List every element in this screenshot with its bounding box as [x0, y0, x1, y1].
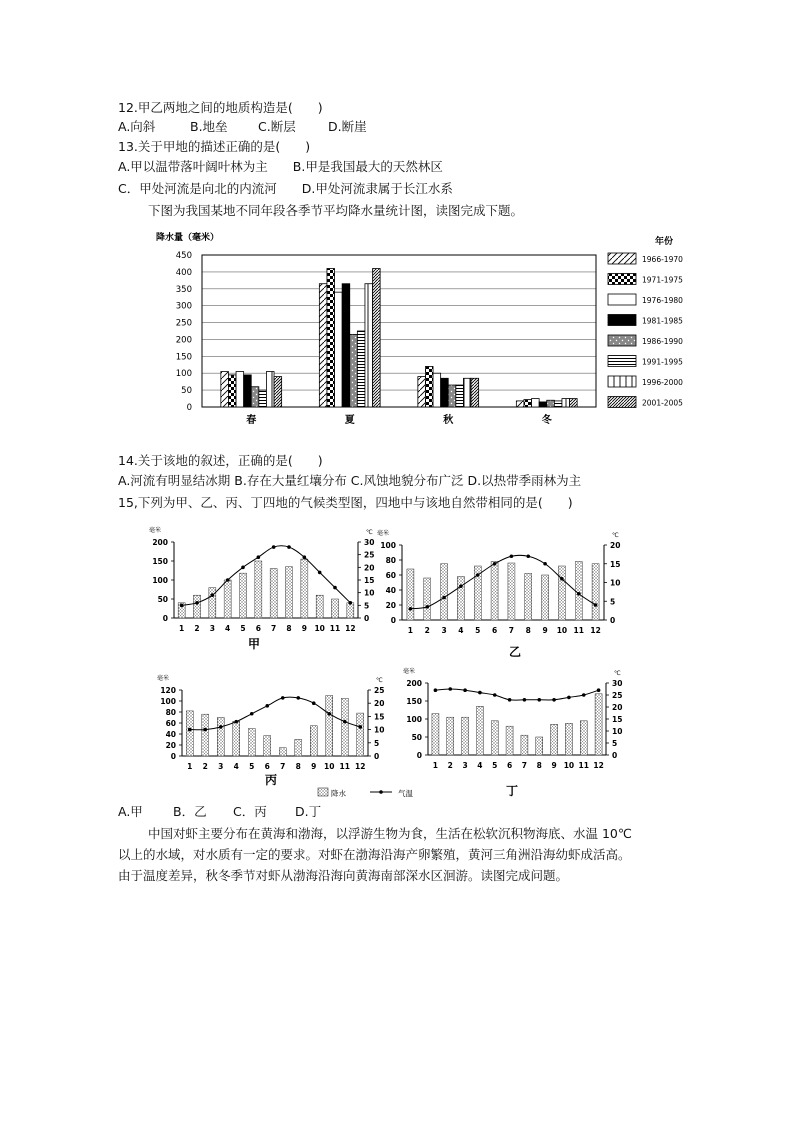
chart-label: 甲	[247, 637, 261, 651]
legend-label: 1971-1975	[642, 275, 683, 285]
left-tick-label: 80	[165, 708, 176, 717]
right-tick-label: 25	[364, 550, 375, 560]
q13-options-1: A.甲以温带落叶阔叶林为主 B.甲是我国最大的天然林区	[118, 159, 443, 174]
precip-bar	[491, 562, 498, 621]
q13-stem: 13.关于甲地的描述正确的是( )	[118, 139, 311, 154]
temp-point	[234, 720, 238, 724]
month-label: 2	[194, 624, 200, 633]
precip-bar	[592, 564, 599, 620]
q12-option-c: C.断层	[258, 119, 296, 134]
left-tick-label: 0	[416, 751, 422, 760]
right-tick-label: 25	[374, 686, 385, 695]
right-tick-label: 20	[610, 541, 621, 550]
temp-point	[312, 701, 316, 705]
x-tick-label: 冬	[541, 415, 552, 426]
precip-legend-label: 降水	[331, 789, 346, 798]
bar	[433, 373, 441, 407]
temp-point	[349, 601, 353, 605]
bar	[524, 400, 532, 407]
legend-swatch	[608, 274, 636, 285]
temp-point	[219, 725, 223, 729]
temp-point	[195, 601, 199, 605]
x-tick-label: 夏	[344, 415, 355, 426]
precip-bar	[580, 721, 587, 755]
temp-point	[577, 592, 581, 596]
precip-bar	[491, 721, 498, 755]
left-tick-label: 100	[152, 576, 168, 585]
month-label: 1	[179, 624, 185, 633]
month-label: 7	[508, 626, 515, 635]
q15-option-c: C．丙	[233, 804, 267, 819]
y-tick-label: 450	[175, 251, 192, 261]
left-tick-label: 50	[411, 733, 422, 742]
y-tick-label: 0	[186, 403, 192, 413]
month-label: 8	[525, 626, 531, 635]
right-tick-label: 0	[364, 614, 370, 623]
temp-point	[343, 720, 347, 724]
passage-line-2: 以上的水域，对水质有一定的要求。对虾在渤海沿海产卵繁殖，黄河三角洲沿海幼虾成活高。	[118, 847, 631, 862]
temp-point	[327, 712, 331, 716]
month-label: 7	[280, 762, 286, 771]
bar	[221, 372, 229, 407]
bar	[266, 372, 274, 407]
right-tick-label: 20	[374, 699, 385, 709]
legend-swatch	[608, 356, 636, 367]
temp-point	[241, 566, 245, 570]
q15-stem: 15,下列为甲、乙、丙、丁四地的气候类型图，四地中与该地自然带相同的是( )	[118, 495, 573, 510]
bar	[547, 400, 555, 407]
bar	[335, 292, 343, 407]
y-tick-label: 300	[175, 301, 192, 312]
bar	[425, 366, 433, 407]
month-label: 8	[295, 762, 301, 771]
bar	[532, 399, 540, 407]
left-tick-label: 100	[160, 697, 176, 706]
bar	[357, 331, 365, 407]
right-tick-label: 10	[610, 578, 621, 588]
precip-bar	[310, 726, 317, 756]
q12-options	[118, 118, 367, 136]
left-tick-label: 0	[162, 614, 168, 623]
precip-bar	[279, 748, 286, 756]
month-label: 10	[563, 761, 575, 770]
precip-bar	[341, 698, 348, 756]
precip-bar	[326, 696, 333, 757]
month-label: 4	[477, 761, 483, 770]
month-label: 3	[209, 624, 215, 633]
bar	[365, 284, 373, 407]
precip-bar	[233, 721, 240, 756]
chart-label: 乙	[508, 645, 522, 659]
temp-point	[188, 728, 192, 732]
q12-option-a: A.向斜	[118, 119, 156, 134]
month-label: 12	[355, 762, 366, 771]
left-tick-label: 200	[406, 679, 422, 688]
temp-point	[476, 573, 480, 577]
chart-label: 丙	[264, 773, 278, 787]
bar	[319, 284, 327, 407]
bar	[463, 378, 471, 407]
passage-line-3: 由于温度差异，秋冬季节对虾从渤海沿海向黄海南部深水区洄游。读图完成问题。	[118, 868, 569, 883]
right-unit: ℃	[366, 529, 373, 536]
month-label: 9	[301, 624, 307, 633]
temp-point	[463, 688, 467, 692]
month-label: 1	[407, 626, 414, 635]
precip-bar	[542, 575, 549, 620]
month-label: 6	[264, 762, 270, 771]
temp-point	[459, 584, 463, 588]
left-unit: 毫米	[377, 530, 390, 537]
month-label: 7	[521, 761, 528, 770]
left-tick-label: 150	[152, 557, 168, 566]
temp-point	[226, 578, 230, 582]
right-tick-label: 25	[612, 691, 623, 700]
right-tick-label: 30	[612, 679, 623, 688]
right-tick-label: 15	[364, 576, 375, 585]
month-label: 1	[432, 761, 439, 770]
precip-bar	[506, 726, 513, 755]
bar	[471, 378, 479, 407]
left-tick-label: 60	[165, 719, 176, 728]
month-label: 5	[492, 761, 498, 770]
precip-bar	[202, 714, 209, 756]
left-tick-label: 100	[406, 715, 422, 724]
right-tick-label: 0	[612, 751, 618, 760]
left-tick-label: 40	[385, 586, 396, 595]
month-label: 3	[441, 626, 447, 635]
q14-stem: 14.关于该地的叙述，正确的是( )	[118, 453, 323, 468]
precipitation-bar-chart	[150, 228, 690, 436]
precip-bar	[565, 723, 572, 755]
precip-bar	[476, 706, 483, 755]
temp-line	[190, 697, 361, 730]
left-tick-label: 0	[390, 616, 396, 625]
chart-label: 丁	[505, 784, 519, 798]
left-tick-label: 150	[406, 697, 422, 706]
q12-stem: 12.甲乙两地之间的地质构造是( )	[118, 100, 323, 115]
right-tick-label: 5	[612, 739, 618, 748]
temp-point	[537, 698, 541, 702]
month-label: 1	[187, 762, 193, 771]
right-tick-label: 10	[374, 725, 385, 735]
temp-point	[257, 555, 261, 559]
q15-option-b: B．乙	[173, 804, 207, 819]
left-tick-label: 50	[157, 595, 168, 604]
precip-bar	[441, 564, 448, 620]
passage-line-1: 中国对虾主要分布在黄海和渤海，以浮游生物为食，生活在松软沉积物海底、水温 10℃	[148, 826, 632, 841]
q13-options-2: C．甲处河流是向北的内流河 D.甲处河流隶属于长江水系	[118, 181, 453, 196]
right-tick-label: 5	[610, 597, 616, 607]
left-tick-label: 20	[165, 741, 176, 750]
legend-label: 1966-1970	[642, 255, 683, 264]
precip-bar	[264, 736, 271, 756]
month-label: 10	[314, 624, 325, 633]
month-label: 12	[590, 626, 601, 635]
right-tick-label: 5	[374, 738, 380, 748]
y-tick-label: 50	[181, 386, 192, 397]
right-tick-label: 15	[374, 712, 385, 722]
y-tick-label: 100	[175, 369, 192, 380]
bar	[418, 377, 426, 407]
month-label: 2	[447, 761, 453, 770]
month-label: 12	[593, 761, 604, 770]
legend-swatch	[608, 376, 636, 387]
right-tick-label: 20	[364, 563, 375, 573]
legend-swatch	[608, 294, 636, 305]
precip-bar	[575, 562, 582, 621]
precip-bar	[508, 563, 515, 620]
right-tick-label: 0	[374, 752, 380, 761]
temp-point	[510, 554, 514, 558]
month-label: 5	[475, 626, 481, 635]
precip-bar	[217, 718, 224, 757]
precip-bar	[186, 711, 193, 756]
plot-frame	[202, 255, 596, 407]
right-unit: ℃	[612, 532, 619, 539]
temp-point	[203, 728, 207, 732]
precip-bar	[595, 694, 602, 755]
temp-point	[523, 698, 527, 702]
y-tick-label: 400	[175, 267, 192, 278]
month-label: 6	[506, 761, 513, 770]
month-label: 6	[255, 624, 261, 633]
month-label: 3	[462, 761, 468, 770]
month-label: 6	[491, 626, 498, 635]
bar	[274, 377, 282, 407]
bar	[327, 269, 335, 407]
precip-bar	[424, 578, 431, 620]
precip-bar	[316, 595, 323, 618]
month-label: 11	[573, 626, 584, 635]
precip-bar	[194, 595, 201, 618]
temp-point	[552, 698, 556, 702]
bar	[236, 372, 244, 407]
temp-point	[448, 687, 452, 691]
right-tick-label: 15	[612, 715, 623, 724]
month-label: 7	[271, 624, 277, 633]
temp-point	[250, 712, 254, 716]
left-tick-label: 120	[160, 686, 176, 695]
y-tick-label: 350	[175, 284, 192, 295]
legend-swatch	[608, 397, 636, 408]
precip-bar	[558, 566, 565, 620]
q14-options: A.河流有明显结冰期 B.存在大量红壤分布 C.风蚀地貌分布广泛 D.以热带季雨林为主	[118, 473, 582, 488]
precip-bar	[255, 561, 262, 618]
temp-point	[478, 691, 482, 695]
temp-point	[303, 555, 307, 559]
legend-swatch	[608, 335, 636, 346]
legend-title: 年份	[655, 237, 674, 247]
month-label: 11	[329, 624, 341, 633]
precip-bar	[521, 735, 528, 755]
month-label: 2	[424, 626, 430, 635]
month-label: 5	[249, 762, 255, 771]
left-unit: 毫米	[149, 527, 162, 534]
temp-legend-label: 气温	[398, 789, 413, 798]
month-label: 5	[240, 624, 246, 633]
legend-label: 1976-1980	[642, 296, 683, 305]
bar	[342, 284, 350, 407]
month-label: 8	[286, 624, 292, 633]
month-label: 10	[324, 762, 335, 771]
climate-charts	[130, 520, 640, 802]
temp-point	[493, 562, 497, 566]
precip-bar	[286, 567, 293, 618]
precip-bar	[462, 717, 469, 755]
temp-point	[567, 696, 571, 700]
right-tick-label: 0	[610, 616, 616, 625]
precip-bar	[536, 737, 543, 755]
temp-legend-point	[379, 790, 383, 794]
y-axis-title: 降水量（毫米）	[156, 233, 220, 243]
precip-bar	[432, 714, 439, 755]
precip-bar	[407, 569, 414, 620]
left-tick-label: 40	[165, 730, 176, 739]
bar	[244, 375, 252, 407]
bar	[562, 399, 570, 407]
temp-point	[597, 688, 601, 692]
month-label: 3	[218, 762, 224, 771]
temp-point	[318, 571, 322, 575]
month-label: 11	[339, 762, 350, 771]
month-label: 4	[233, 762, 239, 771]
temp-point	[409, 607, 413, 611]
y-tick-label: 200	[175, 335, 192, 346]
temp-point	[272, 545, 276, 549]
right-tick-label: 15	[610, 559, 621, 569]
q15-option-a: A.甲	[118, 804, 143, 819]
y-tick-label: 150	[175, 352, 192, 363]
precip-bar	[301, 559, 308, 618]
bar	[570, 399, 578, 407]
month-label: 4	[458, 626, 464, 635]
left-tick-label: 0	[170, 752, 176, 761]
temp-point	[281, 696, 285, 700]
precip-bar	[551, 724, 558, 755]
month-label: 12	[345, 624, 356, 633]
right-unit: ℃	[376, 677, 383, 684]
right-tick-label: 10	[612, 727, 623, 736]
right-unit: ℃	[614, 670, 621, 677]
bar	[441, 378, 449, 407]
q15-options	[118, 803, 321, 821]
x-tick-label: 春	[246, 415, 257, 426]
temp-point	[265, 704, 269, 708]
month-label: 8	[536, 761, 542, 770]
temp-point	[560, 577, 564, 581]
left-tick-label: 100	[380, 541, 396, 550]
temp-point	[296, 696, 300, 700]
legend-swatch	[608, 315, 636, 326]
precip-bar	[295, 740, 302, 757]
temp-point	[442, 596, 446, 600]
bar	[373, 269, 381, 407]
precip-bar	[347, 603, 354, 618]
bar	[539, 402, 547, 407]
temp-point	[526, 554, 530, 558]
month-label: 10	[556, 626, 568, 635]
temp-point	[543, 562, 547, 566]
q12-option-d: D.断崖	[328, 119, 367, 134]
precip-legend-swatch	[318, 788, 328, 796]
temp-point	[211, 593, 215, 597]
legend-swatch	[608, 253, 636, 264]
temp-point	[180, 604, 184, 608]
temp-point	[333, 586, 337, 590]
temp-point	[594, 603, 598, 607]
right-tick-label: 10	[364, 588, 375, 598]
precip-bar	[248, 729, 255, 757]
precip-bar	[224, 580, 231, 618]
precip-bar	[332, 599, 339, 618]
legend-label: 1996-2000	[642, 378, 683, 387]
temp-point	[493, 693, 497, 697]
month-label: 9	[551, 761, 557, 770]
temp-point	[287, 545, 291, 549]
q12-option-b: B.地垒	[190, 119, 228, 134]
left-tick-label: 20	[385, 601, 396, 610]
x-tick-label: 秋	[443, 415, 454, 426]
bar	[350, 334, 358, 407]
precip-bar	[525, 574, 532, 621]
legend-label: 1991-1995	[642, 357, 683, 367]
y-tick-label: 250	[175, 318, 192, 329]
temp-point	[582, 693, 586, 697]
temp-line	[182, 546, 351, 606]
bar	[259, 390, 267, 407]
bar	[251, 387, 259, 407]
precip-bar	[457, 577, 464, 621]
month-label: 11	[578, 761, 589, 770]
right-tick-label: 20	[612, 703, 623, 712]
temp-line	[435, 689, 598, 700]
left-unit: 毫米	[403, 668, 416, 675]
precip-bar	[270, 569, 277, 618]
precip-bar	[447, 717, 454, 755]
month-label: 9	[542, 626, 548, 635]
precip-bar	[357, 713, 364, 756]
temp-point	[358, 725, 362, 729]
left-tick-label: 80	[385, 556, 396, 565]
bar	[228, 375, 236, 407]
month-label: 2	[202, 762, 208, 771]
q15-option-d: D.丁	[295, 804, 322, 819]
bar	[554, 401, 562, 407]
month-label: 9	[311, 762, 317, 771]
precip-bar	[209, 588, 216, 618]
chart-intro: 下图为我国某地不同年段各季节平均降水量统计图，读图完成下题。	[148, 203, 524, 218]
temp-point	[434, 688, 438, 692]
left-unit: 毫米	[157, 675, 170, 682]
legend-label: 1986-1990	[642, 337, 683, 346]
legend-label: 2001-2005	[642, 398, 683, 408]
temp-line	[410, 555, 595, 608]
bar	[448, 385, 456, 407]
right-tick-label: 30	[364, 538, 375, 547]
bar	[516, 401, 524, 407]
bar	[456, 385, 464, 407]
left-tick-label: 60	[385, 571, 396, 580]
temp-point	[508, 698, 512, 702]
temp-point	[425, 605, 429, 609]
legend-label: 1981-1985	[642, 316, 683, 326]
month-label: 4	[225, 624, 231, 633]
right-tick-label: 5	[364, 601, 370, 611]
precip-bar	[240, 573, 247, 618]
left-tick-label: 200	[152, 538, 168, 547]
